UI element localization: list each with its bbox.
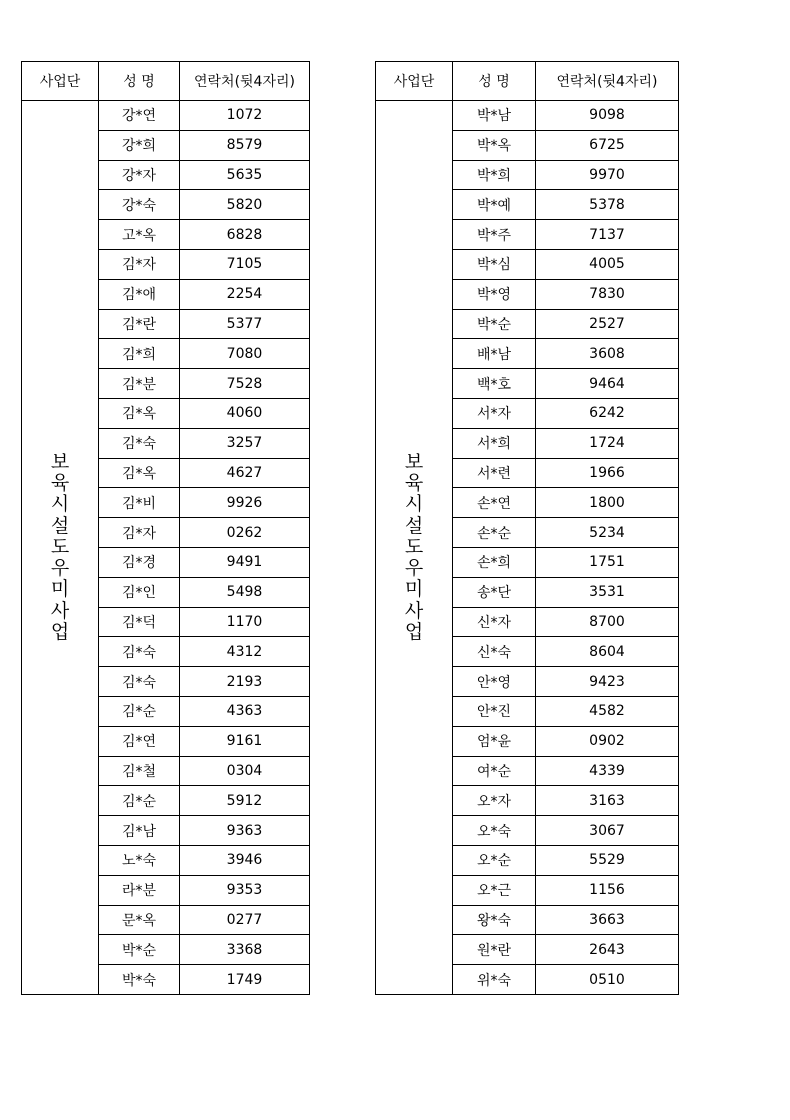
name-cell: 엄*윤 xyxy=(453,726,536,756)
name-cell: 백*호 xyxy=(453,369,536,399)
phone-cell: 6725 xyxy=(536,130,679,160)
name-cell: 위*숙 xyxy=(453,965,536,995)
phone-cell: 5378 xyxy=(536,190,679,220)
phone-cell: 3608 xyxy=(536,339,679,369)
name-cell: 송*단 xyxy=(453,577,536,607)
phone-cell: 9161 xyxy=(180,726,310,756)
phone-cell: 2643 xyxy=(536,935,679,965)
name-cell: 김*애 xyxy=(99,279,180,309)
header-group: 사업단 xyxy=(22,62,99,101)
phone-cell: 7080 xyxy=(180,339,310,369)
member-table-right xyxy=(375,61,679,995)
name-cell: 박*심 xyxy=(453,249,536,279)
name-cell: 서*희 xyxy=(453,428,536,458)
phone-cell: 4060 xyxy=(180,398,310,428)
phone-cell: 0262 xyxy=(180,518,310,548)
name-cell: 신*숙 xyxy=(453,637,536,667)
name-cell: 서*자 xyxy=(453,398,536,428)
name-cell: 김*덕 xyxy=(99,607,180,637)
phone-cell: 0510 xyxy=(536,965,679,995)
name-cell: 박*예 xyxy=(453,190,536,220)
phone-cell: 0277 xyxy=(180,905,310,935)
phone-cell: 2254 xyxy=(180,279,310,309)
phone-cell: 5635 xyxy=(180,160,310,190)
name-cell: 박*숙 xyxy=(99,965,180,995)
name-cell: 손*연 xyxy=(453,488,536,518)
phone-cell: 3257 xyxy=(180,428,310,458)
name-cell: 박*희 xyxy=(453,160,536,190)
name-cell: 노*숙 xyxy=(99,845,180,875)
phone-cell: 8700 xyxy=(536,607,679,637)
phone-cell: 4312 xyxy=(180,637,310,667)
header-name: 성 명 xyxy=(453,62,536,101)
phone-cell: 9464 xyxy=(536,369,679,399)
header-group: 사업단 xyxy=(376,62,453,101)
member-table-left xyxy=(21,61,310,995)
name-cell: 김*분 xyxy=(99,369,180,399)
name-cell: 배*남 xyxy=(453,339,536,369)
name-cell: 김*옥 xyxy=(99,398,180,428)
phone-cell: 5529 xyxy=(536,845,679,875)
phone-cell: 3663 xyxy=(536,905,679,935)
name-cell: 김*철 xyxy=(99,756,180,786)
phone-cell: 2527 xyxy=(536,309,679,339)
phone-cell: 4582 xyxy=(536,696,679,726)
phone-cell: 4339 xyxy=(536,756,679,786)
name-cell: 김*자 xyxy=(99,249,180,279)
header-phone: 연락처(뒷4자리) xyxy=(180,62,310,101)
phone-cell: 1800 xyxy=(536,488,679,518)
phone-cell: 1966 xyxy=(536,458,679,488)
name-cell: 여*순 xyxy=(453,756,536,786)
group-label: 보육시설도우미사업 xyxy=(404,450,424,643)
name-cell: 신*자 xyxy=(453,607,536,637)
name-cell: 박*순 xyxy=(453,309,536,339)
phone-cell: 7830 xyxy=(536,279,679,309)
phone-cell: 0304 xyxy=(180,756,310,786)
phone-cell: 4627 xyxy=(180,458,310,488)
table-row xyxy=(22,101,310,131)
phone-cell: 6242 xyxy=(536,398,679,428)
name-cell: 강*희 xyxy=(99,130,180,160)
phone-cell: 3368 xyxy=(180,935,310,965)
phone-cell: 8604 xyxy=(536,637,679,667)
name-cell: 오*근 xyxy=(453,875,536,905)
phone-cell: 1156 xyxy=(536,875,679,905)
phone-cell: 9363 xyxy=(180,816,310,846)
phone-cell: 5498 xyxy=(180,577,310,607)
phone-cell: 1072 xyxy=(180,101,310,131)
name-cell: 오*자 xyxy=(453,786,536,816)
phone-cell: 8579 xyxy=(180,130,310,160)
header-row xyxy=(22,62,310,101)
phone-cell: 3163 xyxy=(536,786,679,816)
name-cell: 김*숙 xyxy=(99,428,180,458)
group-label: 보육시설도우미사업 xyxy=(50,450,70,643)
name-cell: 강*자 xyxy=(99,160,180,190)
name-cell: 왕*숙 xyxy=(453,905,536,935)
phone-cell: 7105 xyxy=(180,249,310,279)
phone-cell: 7137 xyxy=(536,220,679,250)
name-cell: 박*옥 xyxy=(453,130,536,160)
phone-cell: 5377 xyxy=(180,309,310,339)
name-cell: 오*순 xyxy=(453,845,536,875)
name-cell: 서*련 xyxy=(453,458,536,488)
group-cell xyxy=(376,101,453,995)
phone-cell: 9353 xyxy=(180,875,310,905)
phone-cell: 6828 xyxy=(180,220,310,250)
name-cell: 김*숙 xyxy=(99,667,180,697)
phone-cell: 0902 xyxy=(536,726,679,756)
phone-cell: 2193 xyxy=(180,667,310,697)
phone-cell: 1170 xyxy=(180,607,310,637)
name-cell: 김*남 xyxy=(99,816,180,846)
name-cell: 문*옥 xyxy=(99,905,180,935)
phone-cell: 9491 xyxy=(180,547,310,577)
name-cell: 박*순 xyxy=(99,935,180,965)
name-cell: 안*진 xyxy=(453,696,536,726)
phone-cell: 4363 xyxy=(180,696,310,726)
phone-cell: 1749 xyxy=(180,965,310,995)
phone-cell: 5234 xyxy=(536,518,679,548)
name-cell: 손*순 xyxy=(453,518,536,548)
phone-cell: 3067 xyxy=(536,816,679,846)
name-cell: 김*옥 xyxy=(99,458,180,488)
phone-cell: 5912 xyxy=(180,786,310,816)
name-cell: 박*주 xyxy=(453,220,536,250)
name-cell: 박*영 xyxy=(453,279,536,309)
name-cell: 김*연 xyxy=(99,726,180,756)
phone-cell: 1751 xyxy=(536,547,679,577)
header-phone: 연락처(뒷4자리) xyxy=(536,62,679,101)
phone-cell: 7528 xyxy=(180,369,310,399)
phone-cell: 4005 xyxy=(536,249,679,279)
name-cell: 박*남 xyxy=(453,101,536,131)
phone-cell: 9098 xyxy=(536,101,679,131)
phone-cell: 9423 xyxy=(536,667,679,697)
table-row xyxy=(376,101,679,131)
name-cell: 김*비 xyxy=(99,488,180,518)
name-cell: 김*경 xyxy=(99,547,180,577)
name-cell: 김*순 xyxy=(99,696,180,726)
name-cell: 강*숙 xyxy=(99,190,180,220)
phone-cell: 3531 xyxy=(536,577,679,607)
name-cell: 오*숙 xyxy=(453,816,536,846)
name-cell: 김*순 xyxy=(99,786,180,816)
phone-cell: 9926 xyxy=(180,488,310,518)
name-cell: 김*자 xyxy=(99,518,180,548)
name-cell: 강*연 xyxy=(99,101,180,131)
phone-cell: 5820 xyxy=(180,190,310,220)
name-cell: 고*옥 xyxy=(99,220,180,250)
name-cell: 김*희 xyxy=(99,339,180,369)
name-cell: 김*인 xyxy=(99,577,180,607)
name-cell: 김*란 xyxy=(99,309,180,339)
name-cell: 라*분 xyxy=(99,875,180,905)
group-cell xyxy=(22,101,99,995)
name-cell: 손*희 xyxy=(453,547,536,577)
phone-cell: 3946 xyxy=(180,845,310,875)
phone-cell: 9970 xyxy=(536,160,679,190)
name-cell: 안*영 xyxy=(453,667,536,697)
header-name: 성 명 xyxy=(99,62,180,101)
name-cell: 원*란 xyxy=(453,935,536,965)
header-row xyxy=(376,62,679,101)
phone-cell: 1724 xyxy=(536,428,679,458)
name-cell: 김*숙 xyxy=(99,637,180,667)
